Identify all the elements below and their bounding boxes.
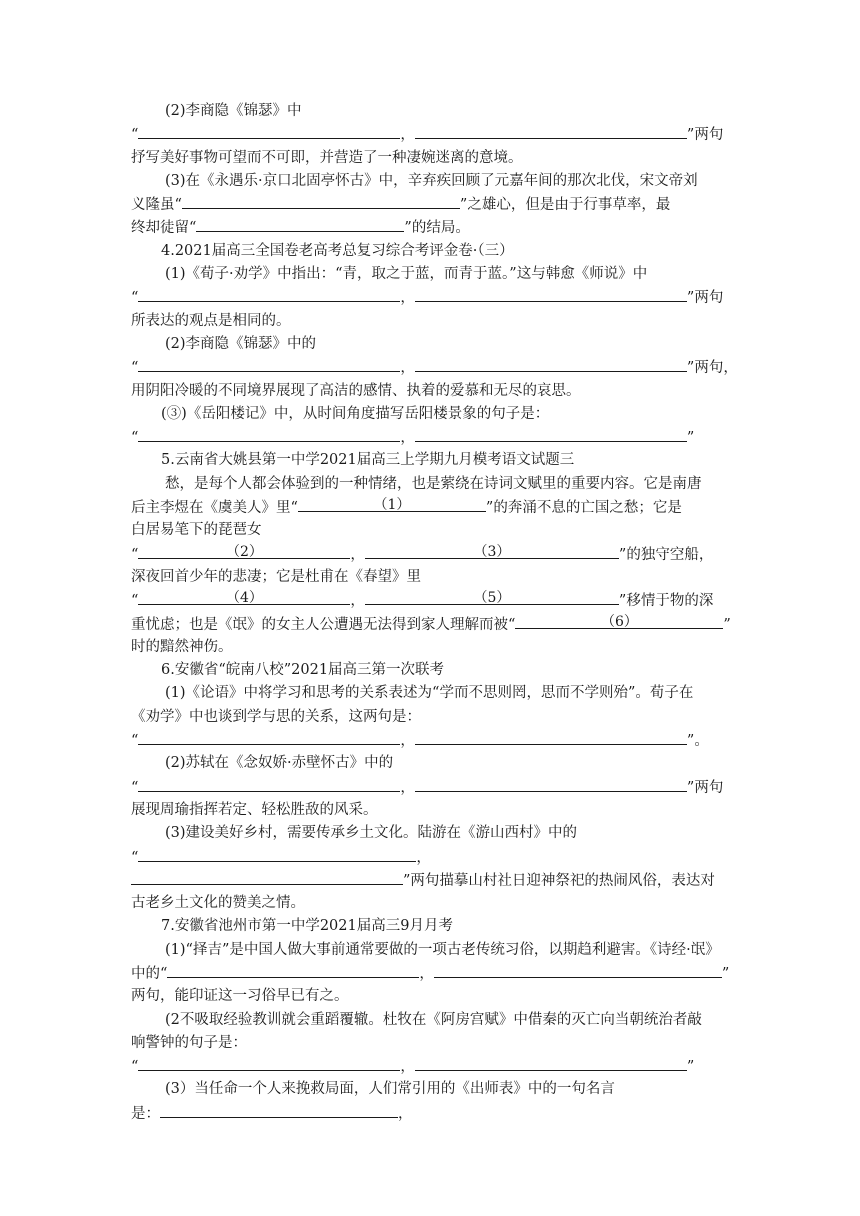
worksheet-page bbox=[131, 100, 738, 1125]
q5-blanks-4-5: “ （4） ， （5） ”移情于物的深 bbox=[131, 590, 714, 610]
q6-2-blanks: “ ， ”两句 bbox=[131, 776, 731, 799]
q4-2-blanks: “ ， ”两句， bbox=[131, 356, 731, 379]
section-6-heading: 6.安徽省“皖南八校”2021届高三第一次联考 bbox=[161, 662, 445, 679]
q7-2-blanks: “ ， ” bbox=[131, 1055, 731, 1078]
section-7-heading: 7.安徽省池州市第一中学2021届高三9月月考 bbox=[161, 918, 453, 935]
q4-3-prompt: (③)《岳阳楼记》中，从时间角度描写岳阳楼景象的句子是： bbox=[161, 405, 550, 422]
q3-3-prompt: (3)在《永遇乐·京口北固亭怀古》中，辛弃疾回顾了元嘉年间的那次北伐，宋文帝刘 bbox=[165, 172, 698, 189]
answer-blank[interactable] bbox=[415, 123, 687, 139]
text-line: 所表达的观点是相同的。 bbox=[131, 312, 291, 329]
answer-blank[interactable] bbox=[138, 123, 400, 139]
answer-blank[interactable] bbox=[131, 869, 403, 885]
q4-1-prompt: (1)《荀子·劝学》中指出：“青，取之于蓝，而青于蓝。”这与韩愈《师说》中 bbox=[165, 266, 648, 283]
text-line: 用阴阳冷暖的不同境界展现了高洁的感情、执着的爱慕和无尽的哀思。 bbox=[131, 382, 581, 399]
answer-blank[interactable] bbox=[434, 962, 722, 978]
q5-blank-1-line: 后主李煜在《虞美人》里“ （1） ”的奔涌不息的亡国之愁；它是 bbox=[131, 497, 682, 517]
answer-blank[interactable] bbox=[138, 1055, 400, 1071]
text-line: 愁，是每个人都会体验到的一种情绪，也是萦绕在诗词文赋里的重要内容。它是南唐 bbox=[165, 475, 702, 492]
section-5-heading: 5.云南省大姚县第一中学2021届高三上学期九月模考语文试题三 bbox=[161, 452, 575, 469]
answer-blank-5[interactable]: （5） bbox=[365, 589, 619, 605]
q7-3-blank: 是： ， bbox=[131, 1102, 731, 1125]
q7-1-prompt: (1)“择吉”是中国人做大事前通常要做的一项古老传统习俗，以期趋利避害。《诗经·氓》 bbox=[165, 941, 720, 958]
q6-1-blanks: “ ， ”。 bbox=[131, 729, 731, 752]
answer-blank[interactable] bbox=[138, 729, 400, 745]
answer-blank[interactable] bbox=[138, 286, 400, 302]
text-line: 响警钟的句子是： bbox=[131, 1034, 247, 1051]
text-line: 时的黯然神伤。 bbox=[131, 638, 233, 655]
answer-blank[interactable] bbox=[138, 356, 400, 372]
answer-blank[interactable] bbox=[167, 962, 419, 978]
q6-3-blank-1: “ ， bbox=[131, 846, 731, 869]
answer-blank[interactable] bbox=[196, 216, 404, 232]
text-line: 深夜回首少年的悲凄；它是杜甫在《春望》里 bbox=[131, 568, 421, 585]
q5-blanks-2-3: “ （2） ， （3） ”的独守空船， bbox=[131, 543, 714, 563]
q6-2-prompt: (2)苏轼在《念奴娇·赤壁怀古》中的 bbox=[165, 755, 394, 772]
q3-2-prompt: (2)李商隐《锦瑟》中 bbox=[165, 103, 302, 119]
answer-blank[interactable] bbox=[415, 1055, 687, 1071]
answer-blank[interactable] bbox=[138, 776, 400, 792]
q7-3-prompt: (3）当任命一个人来挽救局面，人们常引用的《出师表》中的一句名言 bbox=[165, 1081, 615, 1098]
q6-3-blank-2: ”两句描摹山村社日迎神祭祀的热闹风俗，表达对 bbox=[131, 869, 731, 892]
answer-blank-3[interactable]: （3） bbox=[365, 543, 619, 559]
answer-blank[interactable] bbox=[415, 286, 687, 302]
q7-1-blanks: 中的“ ， ” bbox=[131, 962, 731, 985]
answer-blank[interactable] bbox=[415, 729, 687, 745]
answer-blank-1[interactable]: （1） bbox=[298, 496, 486, 512]
q3-3-blank-2: 终却徒留“ ”的结局。 bbox=[131, 216, 731, 239]
answer-blank-4[interactable]: （4） bbox=[138, 589, 350, 605]
text-line: 展现周瑜指挥若定、轻松胜敌的风采。 bbox=[131, 801, 378, 818]
text-line: 白居易笔下的琵琶女 bbox=[131, 522, 262, 539]
q4-3-blanks: “ ， ” bbox=[131, 426, 731, 449]
q3-3-blank-1: 义隆虽“ ”之雄心，但是由于行事草率，最 bbox=[131, 193, 731, 216]
answer-blank[interactable] bbox=[182, 193, 460, 209]
text-line: 《劝学》中也谈到学与思的关系，这两句是： bbox=[131, 708, 421, 725]
text-line: 古老乡土文化的赞美之情。 bbox=[131, 895, 305, 912]
text-line: 两句，能印证这一习俗早已有之。 bbox=[131, 988, 349, 1005]
text-line: 抒写美好事物可望而不可即，并营造了一种凄婉迷离的意境。 bbox=[131, 149, 523, 166]
answer-blank-6[interactable]: （6） bbox=[515, 613, 723, 629]
q6-1-prompt: (1)《论语》中将学习和思考的关系表述为“学而不思则罔，思而不学则殆”。荀子在 bbox=[165, 685, 694, 702]
q4-2-prompt: (2)李商隐《锦瑟》中的 bbox=[165, 335, 317, 352]
answer-blank[interactable] bbox=[138, 846, 416, 862]
answer-blank-2[interactable]: （2） bbox=[138, 543, 350, 559]
answer-blank[interactable] bbox=[138, 426, 400, 442]
answer-blank[interactable] bbox=[415, 776, 687, 792]
answer-blank[interactable] bbox=[160, 1102, 398, 1118]
answer-blank[interactable] bbox=[415, 356, 687, 372]
answer-blank[interactable] bbox=[415, 426, 687, 442]
section-4-heading: 4.2021届高三全国卷老高考总复习综合考评金卷·（三） bbox=[161, 242, 514, 259]
q4-1-blanks: “ ， ”两句 bbox=[131, 286, 731, 309]
q7-2-prompt: (2不吸取经验教训就会重蹈覆辙。杜牧在《阿房宫赋》中借秦的灭亡向当朝统治者敲 bbox=[165, 1011, 702, 1028]
q6-3-prompt: (3)建设美好乡村，需要传承乡土文化。陆游在《游山西村》中的 bbox=[165, 825, 578, 842]
q5-blank-6-line: 重忧虑；也是《氓》的女主人公遭遇无法得到家人理解而被“ （6） ” bbox=[131, 613, 731, 633]
q3-2-blanks: “ ， ”两句 bbox=[131, 123, 731, 146]
